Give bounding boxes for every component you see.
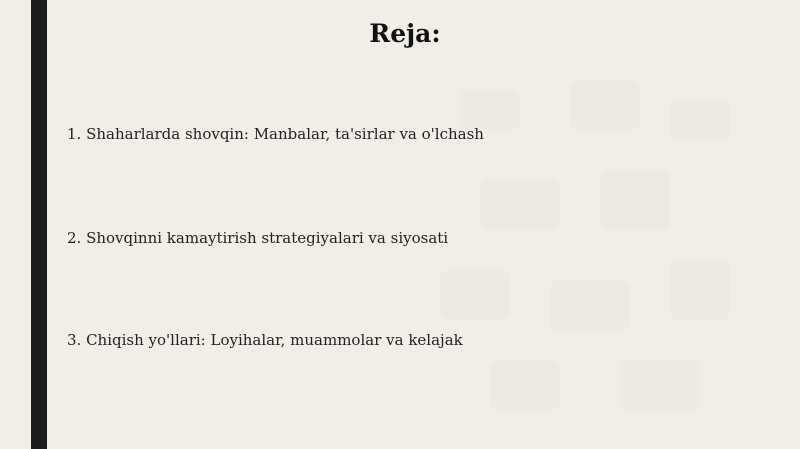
agenda-item-2: 2. Shovqinni kamaytirish strategiyalari va siyosati (67, 229, 449, 247)
slide-title: Reja: (369, 19, 441, 48)
accent-bar (31, 0, 47, 449)
agenda-item-3: 3. Chiqish yo'llari: Loyihalar, muammolar va kelajak (67, 331, 463, 349)
agenda-item-1: 1. Shaharlarda shovqin: Manbalar, ta'sirlar va o'lchash (67, 125, 484, 143)
background-watermark (420, 70, 760, 430)
